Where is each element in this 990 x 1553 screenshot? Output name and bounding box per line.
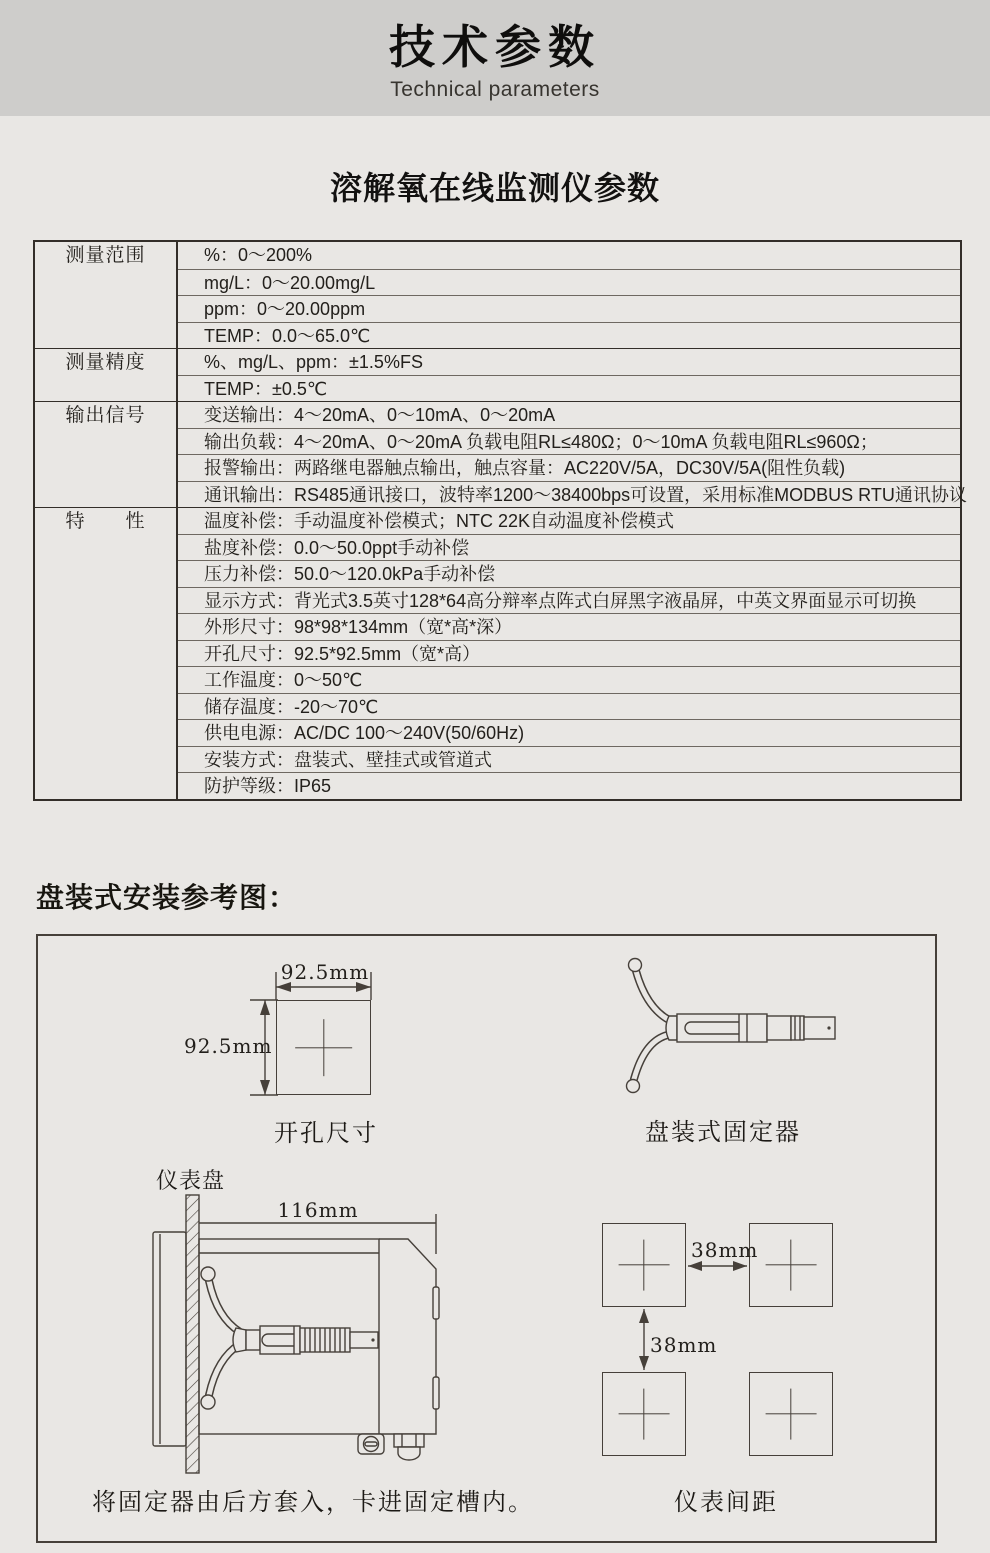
spec-row: 温度补偿：手动温度补偿模式；NTC 22K自动温度补偿模式 bbox=[178, 507, 960, 534]
panel-hole-square bbox=[602, 1372, 686, 1456]
cutout-height-label: 92.5mm bbox=[184, 1034, 273, 1058]
spec-row: 报警输出：两路继电器触点输出，触点容量：AC220V/5A，DC30V/5A(阻性负载) bbox=[178, 454, 960, 481]
spec-value-column bbox=[178, 242, 967, 799]
spec-group-label: 测量范围 bbox=[65, 245, 146, 266]
cutout-width-label: 92.5mm bbox=[280, 960, 370, 984]
spec-row: 压力补偿：50.0～120.0kPa手动补偿 bbox=[178, 560, 960, 587]
spec-row: 输出负载：4～20mA、0～20mA 负载电阻RL≤480Ω；0～10mA 负载电阻RL≤960Ω； bbox=[178, 428, 960, 455]
installation-diagram bbox=[36, 934, 937, 1543]
fixer-caption: 盘装式固定器 bbox=[645, 1119, 801, 1146]
spec-group-label: 特 性 bbox=[35, 507, 176, 799]
cutout-caption: 开孔尺寸 bbox=[274, 1120, 378, 1147]
spec-row: 储存温度：-20～70℃ bbox=[178, 693, 960, 720]
spec-label-column bbox=[35, 242, 178, 799]
spec-row: 安装方式：盘装式、壁挂式或管道式 bbox=[178, 746, 960, 773]
spec-row: 变送输出：4～20mA、0～10mA、0～20mA bbox=[178, 401, 960, 428]
spec-row: 盐度补偿：0.0～50.0ppt手动补偿 bbox=[178, 534, 960, 561]
panel-hole-square bbox=[602, 1223, 686, 1307]
cutout-square bbox=[276, 1000, 371, 1095]
crosshair-icon bbox=[603, 1224, 685, 1306]
horizontal-spacing-label: 38mm bbox=[691, 1238, 759, 1262]
spec-row: 供电电源：AC/DC 100～240V(50/60Hz) bbox=[178, 719, 960, 746]
section-title: 溶解氧在线监测仪参数 bbox=[329, 170, 660, 206]
spec-row: 防护等级：IP65 bbox=[178, 772, 960, 799]
spec-row: %：0～200% bbox=[204, 245, 313, 265]
spec-row: 显示方式：背光式3.5英寸128*64高分辩率点阵式白屏黑字液晶屏，中英文界面显示可切换 bbox=[178, 587, 960, 614]
spec-row: mg/L：0～20.00mg/L bbox=[178, 269, 960, 296]
spacing-caption: 仪表间距 bbox=[674, 1489, 778, 1516]
spec-group-label: 输出信号 bbox=[35, 401, 176, 507]
spec-row: 开孔尺寸：92.5*92.5mm（宽*高） bbox=[178, 640, 960, 667]
page-title: 技术参数 bbox=[389, 21, 601, 73]
side-view-diagram bbox=[148, 1192, 450, 1478]
crosshair-icon bbox=[603, 1373, 685, 1455]
vertical-spacing-label: 38mm bbox=[650, 1333, 718, 1357]
spec-table bbox=[33, 240, 967, 801]
spec-group-label: 测量精度 bbox=[35, 348, 176, 401]
fixer-diagram bbox=[623, 956, 839, 1096]
panel-hole-square bbox=[749, 1372, 833, 1456]
side-view-caption: 将固定器由后方套入，卡进固定槽内。 bbox=[92, 1489, 534, 1516]
spec-row: 外形尺寸：98*98*134mm（宽*高*深） bbox=[178, 613, 960, 640]
header-band bbox=[0, 0, 990, 116]
spec-row: 工作温度：0～50℃ bbox=[178, 666, 960, 693]
spec-row: TEMP：±0.5℃ bbox=[178, 375, 960, 402]
side-width-label: 116mm bbox=[277, 1198, 359, 1222]
spec-row: TEMP：0.0～65.0℃ bbox=[178, 322, 960, 349]
install-section-heading: 盘装式安装参考图： bbox=[36, 882, 298, 913]
crosshair-icon bbox=[750, 1224, 832, 1306]
spec-row: %、mg/L、ppm：±1.5%FS bbox=[178, 348, 960, 375]
crosshair-icon bbox=[277, 1001, 370, 1094]
page-subtitle: Technical parameters bbox=[390, 78, 600, 101]
spec-row: ppm：0～20.00ppm bbox=[178, 295, 960, 322]
crosshair-icon bbox=[750, 1373, 832, 1455]
spec-row: 通讯输出：RS485通讯接口，波特率1200～38400bps可设置，采用标准MODBUS RTU通讯协议 bbox=[178, 481, 960, 508]
panel-label: 仪表盘 bbox=[156, 1168, 226, 1193]
panel-hole-square bbox=[749, 1223, 833, 1307]
